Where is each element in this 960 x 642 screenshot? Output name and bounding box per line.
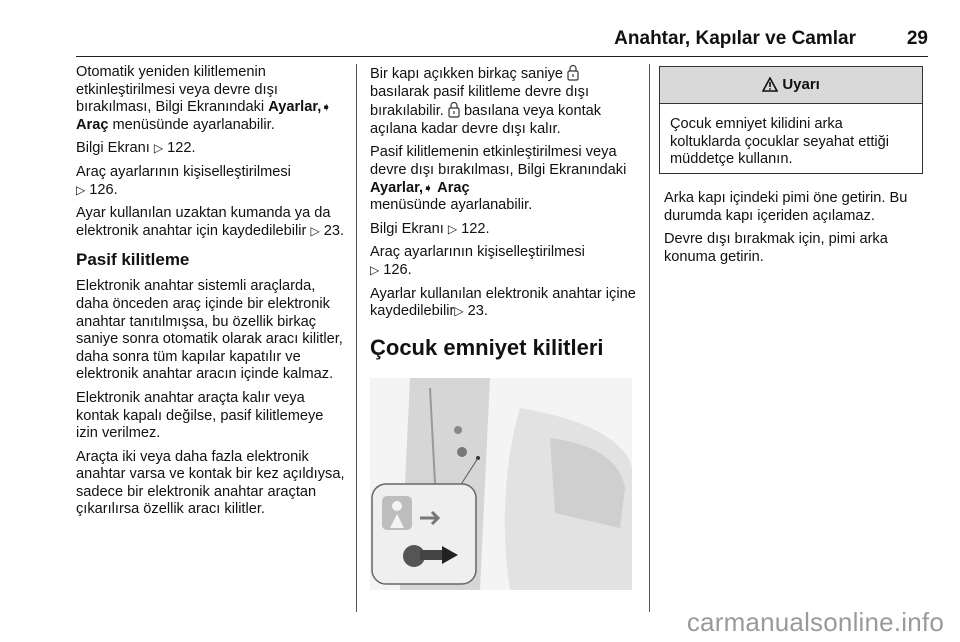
- watermark: carmanualsonline.info: [686, 607, 944, 637]
- warning-triangle-icon: [762, 77, 778, 92]
- warning-box: [659, 66, 923, 174]
- section-heading-child-locks: Çocuk emniyet kilitleri: [370, 334, 604, 360]
- child-lock-disengage-paragraph: Devre dışı bırakmak için, pimi arka konuma getirin.: [664, 231, 888, 265]
- reference-arrow-icon: ▷: [310, 223, 320, 238]
- reference-arrow-icon: ▷: [370, 262, 380, 277]
- reference-arrow-icon: ▷: [454, 304, 464, 319]
- child-lock-illustration: [370, 378, 632, 590]
- menu-arrow-icon: ➧: [423, 180, 434, 195]
- passive-locking-paragraph-3: Araçta iki veya daha fazla elektronik anahtar varsa ve kontak bir kez açıldıysa, sadece bir elektronik anahtar araçtan çıkarılırsa özellik aracı kilitler.: [76, 448, 345, 518]
- warning-header: [660, 67, 922, 104]
- page-number: 29: [906, 28, 928, 49]
- menu-arrow-icon: ➧: [321, 100, 332, 115]
- personalisation-reference: Araç ayarlarının kişiselleştirilmesi ▷ 126.: [76, 163, 291, 198]
- reference-arrow-icon: ▷: [447, 221, 458, 236]
- header-divider: [76, 56, 928, 57]
- column-2: [370, 64, 638, 361]
- menu-vehicle: Araç: [76, 116, 109, 133]
- reference-arrow-icon: ▷: [76, 182, 86, 197]
- passive-lock-disable-paragraph: Bir kapı açıkken birkaç saniye basılarak pasif kilitleme devre dışı bırakılabilir. basılana veya kontak açılana kadar devre dışı kalır.: [370, 66, 602, 137]
- personalisation-reference: Araç ayarlarının kişiselleştirilmesi ▷ 126.: [370, 244, 585, 278]
- menu-vehicle: Araç: [437, 179, 470, 196]
- reference-arrow-icon: ▷: [153, 141, 164, 156]
- menu-settings: Ayarlar: [370, 179, 419, 196]
- remote-setting-paragraph: Ayar kullanılan uzaktan kumanda ya da elektronik anahtar için kaydedilebilir ▷ 23.: [76, 205, 345, 239]
- column-divider-2: [649, 64, 650, 612]
- padlock-icon: [448, 101, 460, 118]
- key-setting-paragraph: Ayarlar kullanılan elektronik anahtar içine kaydedilebilir▷ 23.: [370, 285, 636, 320]
- auto-relock-paragraph: Otomatik yeniden kilitlemenin etkinleştirilmesi veya devre dışı bırakılması, Bilgi Ekranındaki Ayarlar,➧ Araç menüsünde ayarlanabilir.: [76, 64, 332, 133]
- info-display-reference: Bilgi Ekranı ▷ 122.: [370, 220, 490, 237]
- column-1: [76, 64, 348, 525]
- info-display-reference: Bilgi Ekranı ▷ 122.: [76, 140, 196, 157]
- passive-locking-paragraph-2: Elektronik anahtar araçta kalır veya kontak kapalı değilse, pasif kilitlemeye izin verilmez.: [76, 389, 324, 442]
- passive-lock-settings-paragraph: Pasif kilitlemenin etkinleştirilmesi veya devre dışı bırakılması, Bilgi Ekranındaki Ayarlar,➧ Araç menüsünde ayarlanabilir.: [370, 144, 627, 214]
- menu-settings: Ayarlar: [268, 99, 318, 116]
- warning-title: Uyarı: [782, 76, 820, 93]
- column-3: [664, 190, 932, 272]
- section-heading-passive-locking: Pasif kilitleme: [76, 250, 190, 270]
- padlock-icon: [567, 64, 579, 81]
- chapter-title: Anahtar, Kapılar ve Camlar: [614, 28, 856, 49]
- page-header: [76, 24, 928, 60]
- child-lock-engage-paragraph: Arka kapı içindeki pimi öne getirin. Bu durumda kapı içeriden açılamaz.: [664, 190, 908, 224]
- column-divider-1: [356, 64, 357, 612]
- passive-locking-paragraph-1: Elektronik anahtar sistemli araçlarda, daha önceden araç içinde bir elektronik anahtar tanıtılmışsa, bu özellik birkaç saniye sonra otomatik olarak aracı kilitler, daha sonra tüm kapılar kapatılır ve elektronik anahtar aracın içinde kalmaz.: [76, 278, 343, 383]
- warning-text: Çocuk emniyet kilidini arka koltuklarda çocuklar seyahat ettiği müddetçe kullanın.: [670, 116, 890, 168]
